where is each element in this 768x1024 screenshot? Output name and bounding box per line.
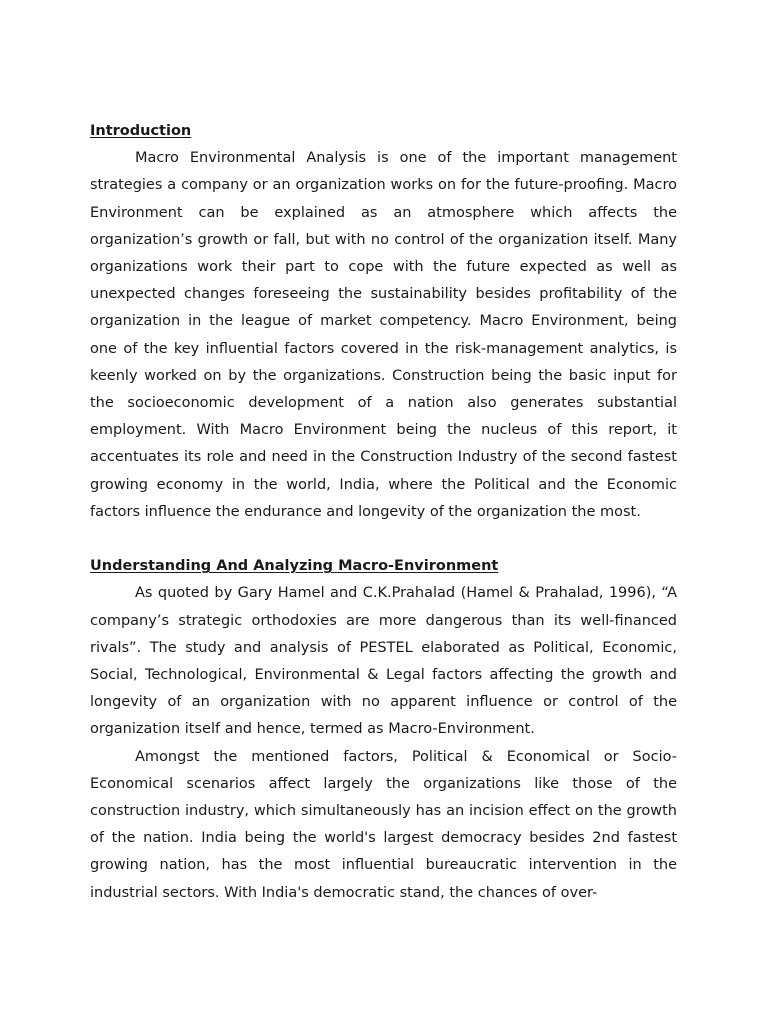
section-heading-introduction: Introduction <box>90 123 192 139</box>
document-page <box>90 118 677 1024</box>
paragraph-introduction: Macro Environmental Analysis is one of the important management strategies a company or an organization works on for the future-proofing. Macro Environment can be explained as an atmosphere which affects the organization’s growth or fall, but with no control of the organization itself. Many organizations work their part to cope with the future expected as well as unexpected changes foreseeing the sustainability besides profitability of the organization in the league of market competency. Macro Environment, being one of the key influential factors covered in the risk-management analytics, is keenly worked on by the organizations. Construction being the basic input for the socioeconomic development of a nation also generates substantial employment. With Macro Environment being the nucleus of this report, it accentuates its role and need in the Construction Industry of the second fastest growing economy in the world, India, where the Political and the Economic factors influence the endurance and longevity of the organization the most. <box>90 150 677 520</box>
section-gap <box>90 526 677 553</box>
section-heading-macro-environment: Understanding And Analyzing Macro-Environment <box>90 558 499 575</box>
paragraph-factors: Amongst the mentioned factors, Political & Economical or Socio-Economical scenarios affect largely the organizations like those of the construction industry, which simultaneously has an incision effect on the growth of the nation. India being the world's largest democracy besides 2nd fastest growing nation, has the most influential bureaucratic intervention in the industrial sectors. With India's democratic stand, the chances of over- <box>90 748 677 901</box>
paragraph-hamel-quote: As quoted by Gary Hamel and C.K.Prahalad (Hamel & Prahalad, 1996), “A company’s strategic orthodoxies are more dangerous than its well-financed rivals”. The study and analysis of PESTEL elaborated as Political, Economic, Social, Technological, Environmental & Legal factors affecting the growth and longevity of an organization with no apparent influence or control of the organization itself and hence, termed as Macro-Environment. <box>90 585 677 738</box>
